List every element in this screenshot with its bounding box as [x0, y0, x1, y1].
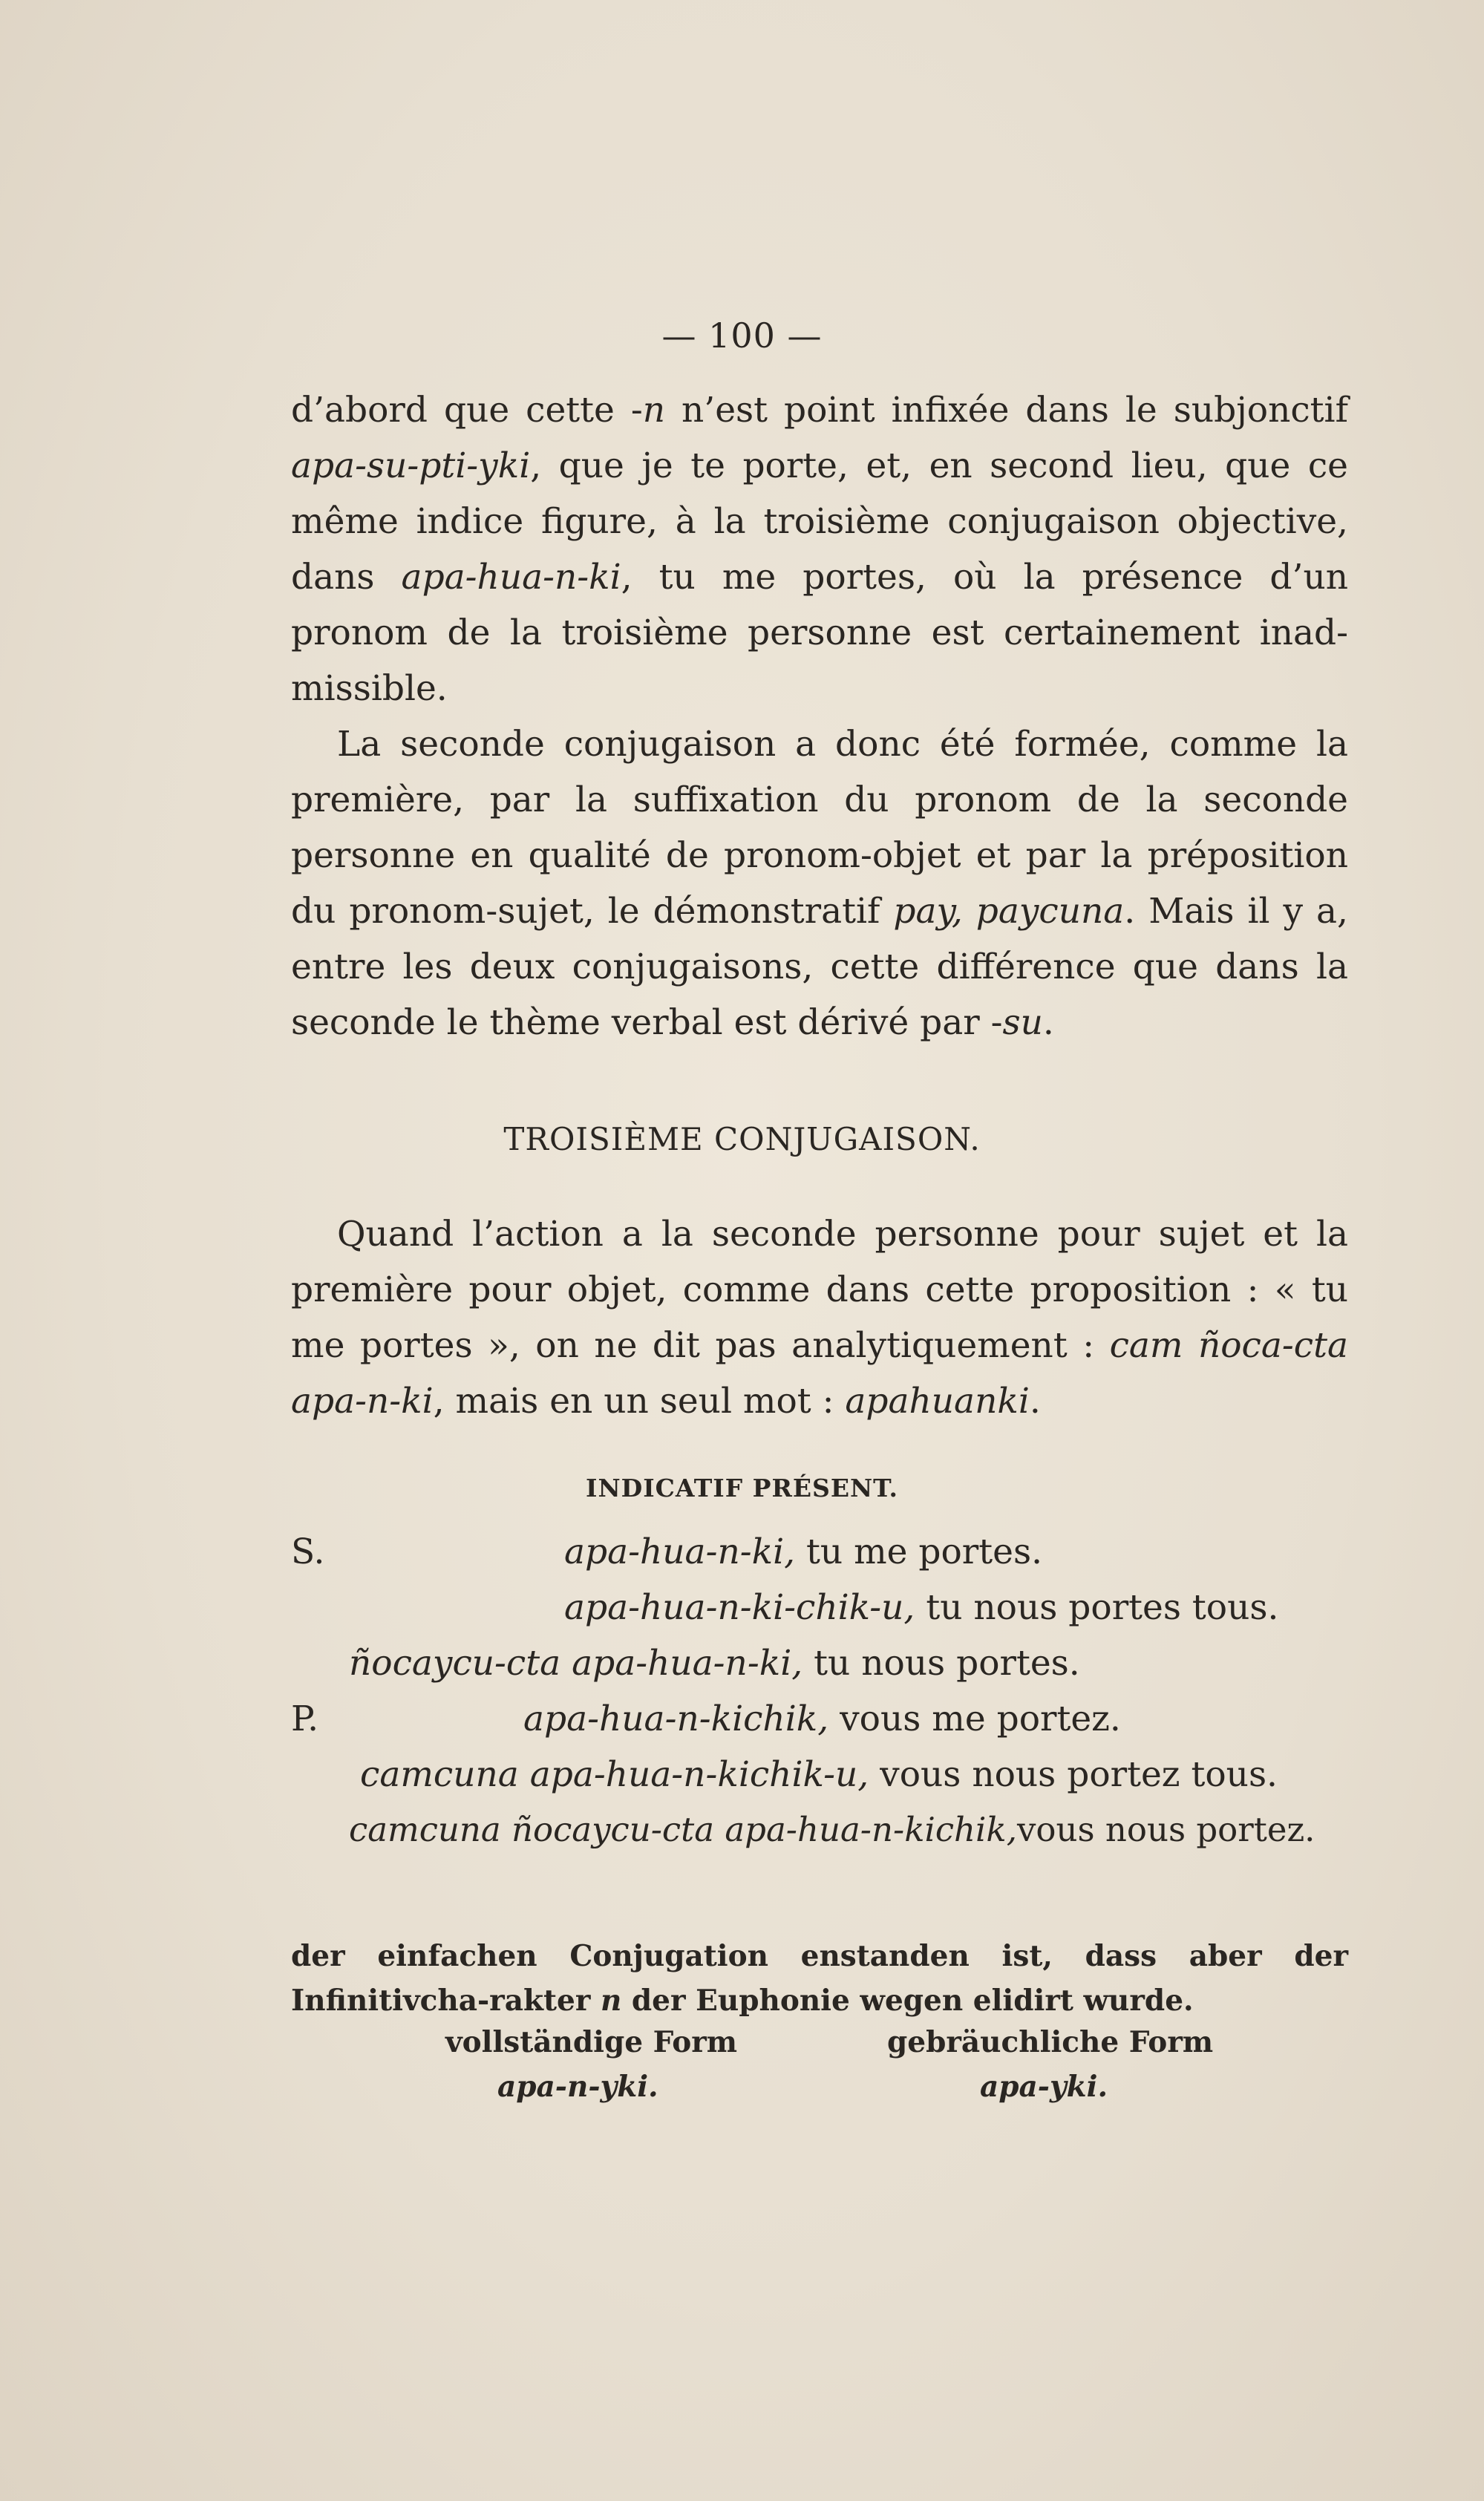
conjugation-line-1: apa-hua-n-ki, tu me portes. — [564, 1531, 1043, 1572]
conjugation-line-4: apa-hua-n-kichik, vous me portez. — [523, 1699, 1121, 1739]
footnote-col1-heading: vollständige Form — [445, 2025, 738, 2059]
footnote-col2-form: apa-yki. — [980, 2070, 1108, 2104]
paragraph-3: Quand l’action a la seconde personne pour sujet et la première pour objet, comme dans cette proposition : « tu me portes », on ne dit pas analytiquement : cam ñoca-cta apa-n-ki, mais en un seul mot : apahuanki. — [291, 1214, 1349, 1422]
conjugation-line-3: ñocaycu-cta apa-hua-n-ki, tu nous portes. — [349, 1643, 1080, 1684]
footnote-col2-heading: gebräuchliche Form — [887, 2025, 1214, 2059]
section-heading: TROISIÈME CONJUGAISON. — [503, 1121, 981, 1157]
plural-label: P. — [291, 1699, 319, 1739]
conjugation-line-5: camcuna apa-hua-n-kichik-u, vous nous portez tous. — [360, 1754, 1278, 1795]
paragraph-1: d’abord que cette -n n’est point infixée dans le subjonctif apa-su-pti-yki, que je te porte, et, en second lieu, que ce même indice figure, à la troisième conjugaison objective, dans apa-hua-n-ki, tu me portes, où la présence d’un pronom de la troisième personne est certainement inad-missible. — [291, 390, 1348, 709]
subsection-heading: INDICATIF PRÉSENT. — [586, 1474, 898, 1503]
footnote-col1-form: apa-n-yki. — [497, 2070, 658, 2104]
paragraph-2: La seconde conjugaison a donc été formée, comme la première, par la suffixation du pronom de la seconde personne en qualité de pronom-objet et par la préposition du pronom-sujet, le démonstratif pay, paycuna. Mais il y a, entre les deux conjugaisons, cette différence que dans la seconde le thème verbal est dérivé par -su. — [291, 724, 1349, 1043]
conjugation-line-6: camcuna ñocaycu-cta apa-hua-n-kichik,vous nous portez. — [349, 1810, 1315, 1849]
footnote-text: der einfachen Conjugation enstanden ist, dass aber der Infinitivcha-rakter n der Euphonie wegen elidirt wurde. — [291, 1939, 1348, 2018]
conjugation-line-2: apa-hua-n-ki-chik-u, tu nous portes tous. — [564, 1587, 1279, 1628]
singular-label: S. — [291, 1531, 325, 1572]
page-number: — 100 — — [661, 316, 823, 356]
